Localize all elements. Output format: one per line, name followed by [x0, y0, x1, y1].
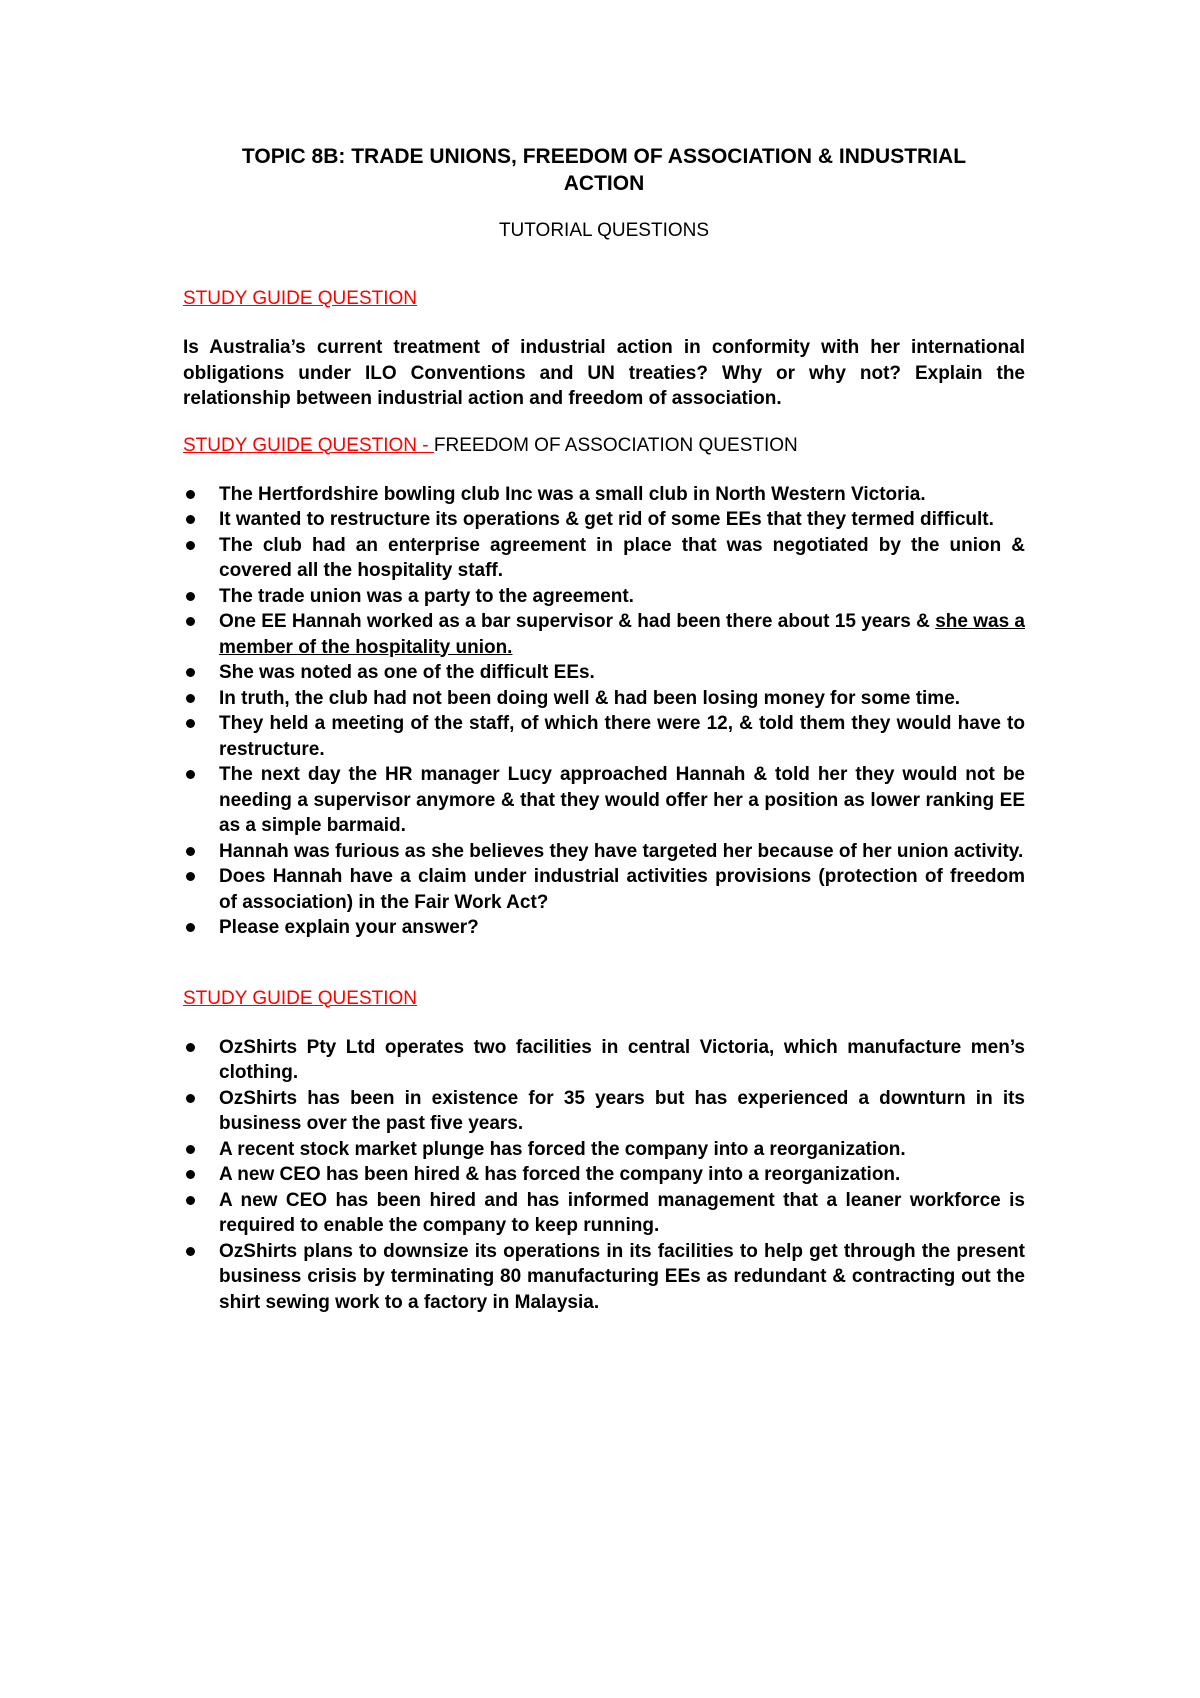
section3-bullet-list: [183, 1035, 1025, 1316]
list-item: The next day the HR manager Lucy approached Hannah & told her they would not be needing a supervisor anymore & that they would offer her a position as lower ranking EE as a simple barmaid.: [183, 762, 1025, 839]
bullet-icon: [186, 592, 195, 601]
bullet-icon: [186, 770, 195, 779]
list-item: They held a meeting of the staff, of which there were 12, & told them they would have to restructure.: [183, 711, 1025, 762]
list-item: A new CEO has been hired & has forced the company into a reorganization.: [183, 1162, 1025, 1188]
section2-heading-red: STUDY GUIDE QUESTION -: [183, 434, 434, 456]
list-item: Hannah was furious as she believes they have targeted her because of her union activity.: [183, 839, 1025, 865]
bullet-icon: [186, 719, 195, 728]
bullet-icon: [186, 1043, 195, 1052]
list-item: OzShirts Pty Ltd operates two facilities in central Victoria, which manufacture men’s clothing.: [183, 1035, 1025, 1086]
list-item: OzShirts plans to downsize its operations in its facilities to help get through the present business crisis by terminating 80 manufacturing EEs as redundant & contracting out the shirt sewing work to a factory in Malaysia.: [183, 1239, 1025, 1316]
list-item: Does Hannah have a claim under industrial activities provisions (protection of freedom of association) in the Fair Work Act?: [183, 864, 1025, 915]
section2-heading: [183, 434, 1025, 458]
section1-heading-text: STUDY GUIDE QUESTION: [183, 288, 418, 309]
document-title: [183, 143, 1025, 197]
section1-heading: [183, 287, 1025, 311]
bullet-icon: [186, 872, 195, 881]
bullet-icon: [186, 1247, 195, 1256]
list-item: OzShirts has been in existence for 35 years but has experienced a downturn in its business over the past five years.: [183, 1086, 1025, 1137]
section2-bullet-list: [183, 482, 1025, 941]
list-item: She was noted as one of the difficult EEs.: [183, 660, 1025, 686]
bullet-icon: [186, 1145, 195, 1154]
bullet-icon: [186, 668, 195, 677]
bullet-icon: [186, 515, 195, 524]
list-item: It wanted to restructure its operations & get rid of some EEs that they termed difficult.: [183, 507, 1025, 533]
list-item: Please explain your answer?: [183, 915, 1025, 941]
document-page: [183, 143, 1025, 1315]
section3-heading-text: STUDY GUIDE QUESTION: [183, 987, 418, 1009]
list-item: A new CEO has been hired and has informed management that a leaner workforce is required to enable the company to keep running.: [183, 1188, 1025, 1239]
bullet-icon: [186, 541, 195, 550]
list-item: The trade union was a party to the agreement.: [183, 584, 1025, 610]
section1-paragraph: Is Australia’s current treatment of industrial action in conformity with her international obligations under ILO Conventions and UN treaties? Why or why not? Explain the relationship between industrial action and freedom of association.: [183, 337, 1025, 409]
bullet-icon: [186, 1094, 195, 1103]
list-item: The Hertfordshire bowling club Inc was a small club in North Western Victoria.: [183, 482, 1025, 508]
bullet-icon: [186, 1170, 195, 1179]
list-item: A recent stock market plunge has forced the company into a reorganization.: [183, 1137, 1025, 1163]
bullet-icon: [186, 923, 195, 932]
document-subtitle: TUTORIAL QUESTIONS: [498, 220, 710, 241]
underlined-union-membership: she was a member of the hospitality union.: [219, 611, 1025, 658]
list-item: The club had an enterprise agreement in place that was negotiated by the union & covered all the hospitality staff.: [183, 533, 1025, 584]
bullet-icon: [186, 1196, 195, 1205]
bullet-icon: [186, 847, 195, 856]
title-line-2: ACTION: [563, 172, 645, 195]
list-item: In truth, the club had not been doing well & had been losing money for some time.: [183, 686, 1025, 712]
section3-heading: [183, 987, 1025, 1011]
section2-heading-black: FREEDOM OF ASSOCIATION QUESTION: [433, 434, 798, 456]
bullet-icon: [186, 617, 195, 626]
title-line-1: TOPIC 8B: TRADE UNIONS, FREEDOM OF ASSOCIATION & INDUSTRIAL: [241, 145, 967, 168]
bullet-icon: [186, 694, 195, 703]
bullet-icon: [186, 490, 195, 499]
list-item: One EE Hannah worked as a bar supervisor & had been there about 15 years & she was a member of the hospitality union.: [183, 609, 1025, 660]
